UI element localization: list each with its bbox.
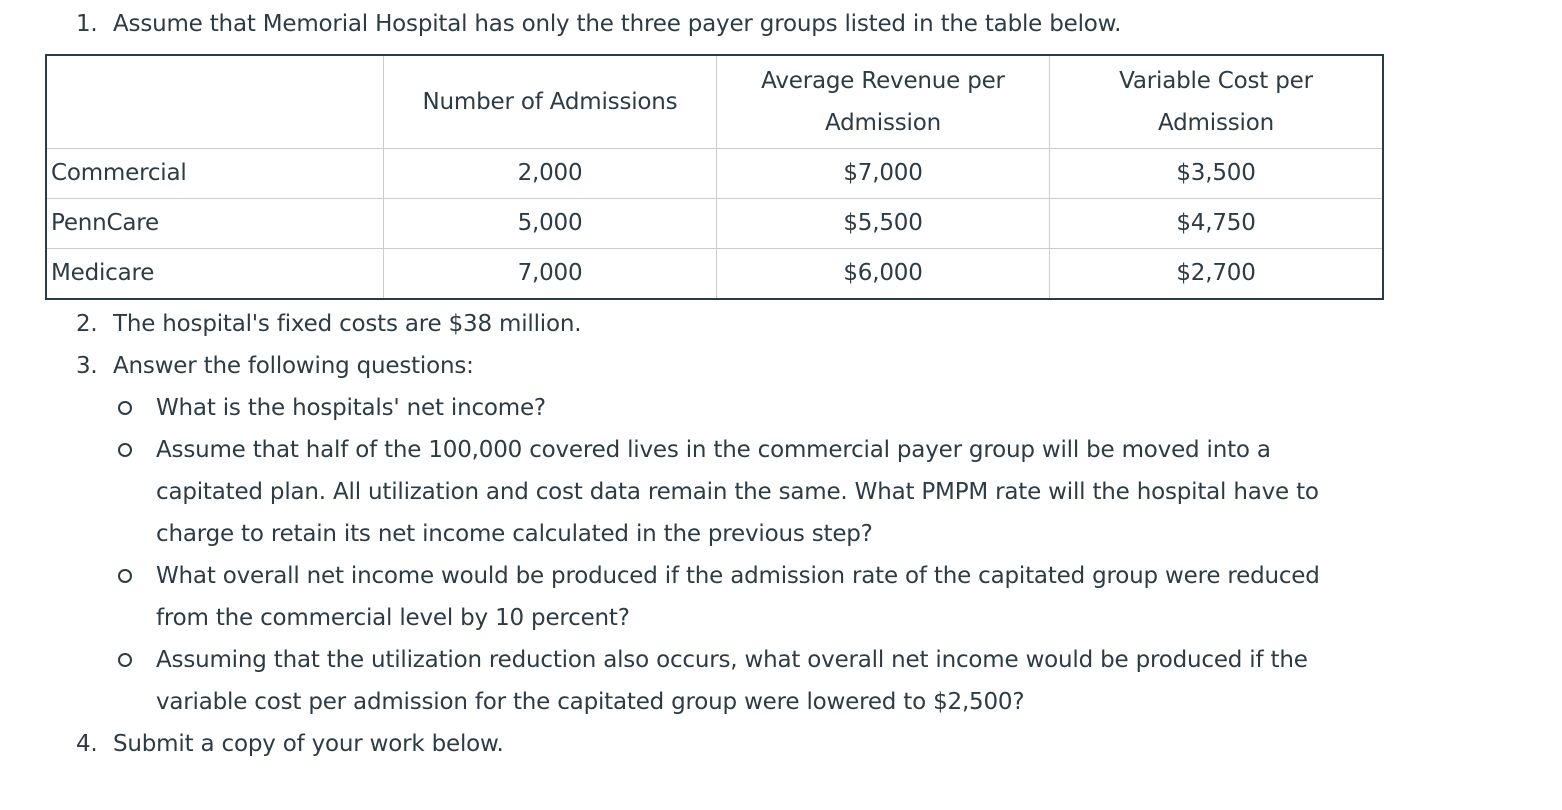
list-number: 2. <box>76 311 98 337</box>
table-cell: $7,000 <box>717 149 1050 199</box>
table-cell: $2,700 <box>1050 249 1384 300</box>
table-header-row <box>46 55 1383 149</box>
table-row <box>46 149 1383 199</box>
circle-bullet-icon <box>118 653 132 667</box>
list-number: 3. <box>76 353 98 379</box>
table-cell: 2,000 <box>384 149 717 199</box>
table-cell: Commercial <box>46 149 384 199</box>
table-row <box>46 249 1383 300</box>
table-header-cell: Number of Admissions <box>384 55 717 149</box>
table-cell: $3,500 <box>1050 149 1384 199</box>
question-text: charge to retain its net income calculated in the previous step? <box>156 521 873 547</box>
list-number: 1. <box>76 11 98 37</box>
question-text: Assume that half of the 100,000 covered lives in the commercial payer group will be moved into a <box>156 437 1271 463</box>
table-cell: $6,000 <box>717 249 1050 300</box>
list-item-text: Submit a copy of your work below. <box>113 731 504 757</box>
question-text: capitated plan. All utilization and cost data remain the same. What PMPM rate will the hospital have to <box>156 479 1319 505</box>
question-text: What overall net income would be produced if the admission rate of the capitated group were reduced <box>156 563 1320 589</box>
table-header-cell <box>1050 55 1384 149</box>
header-line: Average Revenue per <box>761 68 1005 94</box>
circle-bullet-icon <box>118 443 132 457</box>
table-cell: $5,500 <box>717 199 1050 249</box>
header-line: Variable Cost per <box>1119 68 1313 94</box>
payer-groups-table <box>45 54 1384 300</box>
question-text: from the commercial level by 10 percent? <box>156 605 630 631</box>
table-header-cell <box>717 55 1050 149</box>
list-item-text: Assume that Memorial Hospital has only the three payer groups listed in the table below. <box>113 11 1122 37</box>
table-cell: PennCare <box>46 199 384 249</box>
list-item-text: The hospital's fixed costs are $38 million. <box>113 311 582 337</box>
question-text: Assuming that the utilization reduction also occurs, what overall net income would be produced if the <box>156 647 1308 673</box>
circle-bullet-icon <box>118 401 132 415</box>
list-number: 4. <box>76 731 98 757</box>
question-text: What is the hospitals' net income? <box>156 395 546 421</box>
header-line: Admission <box>1158 110 1274 136</box>
table-cell: 5,000 <box>384 199 717 249</box>
table-row <box>46 199 1383 249</box>
question-text: variable cost per admission for the capitated group were lowered to $2,500? <box>156 689 1025 715</box>
table-cell: 7,000 <box>384 249 717 300</box>
circle-bullet-icon <box>118 569 132 583</box>
list-item-text: Answer the following questions: <box>113 353 474 379</box>
table-cell: Medicare <box>46 249 384 300</box>
table-cell: $4,750 <box>1050 199 1384 249</box>
table-header-cell <box>46 55 384 149</box>
header-line: Admission <box>825 110 941 136</box>
